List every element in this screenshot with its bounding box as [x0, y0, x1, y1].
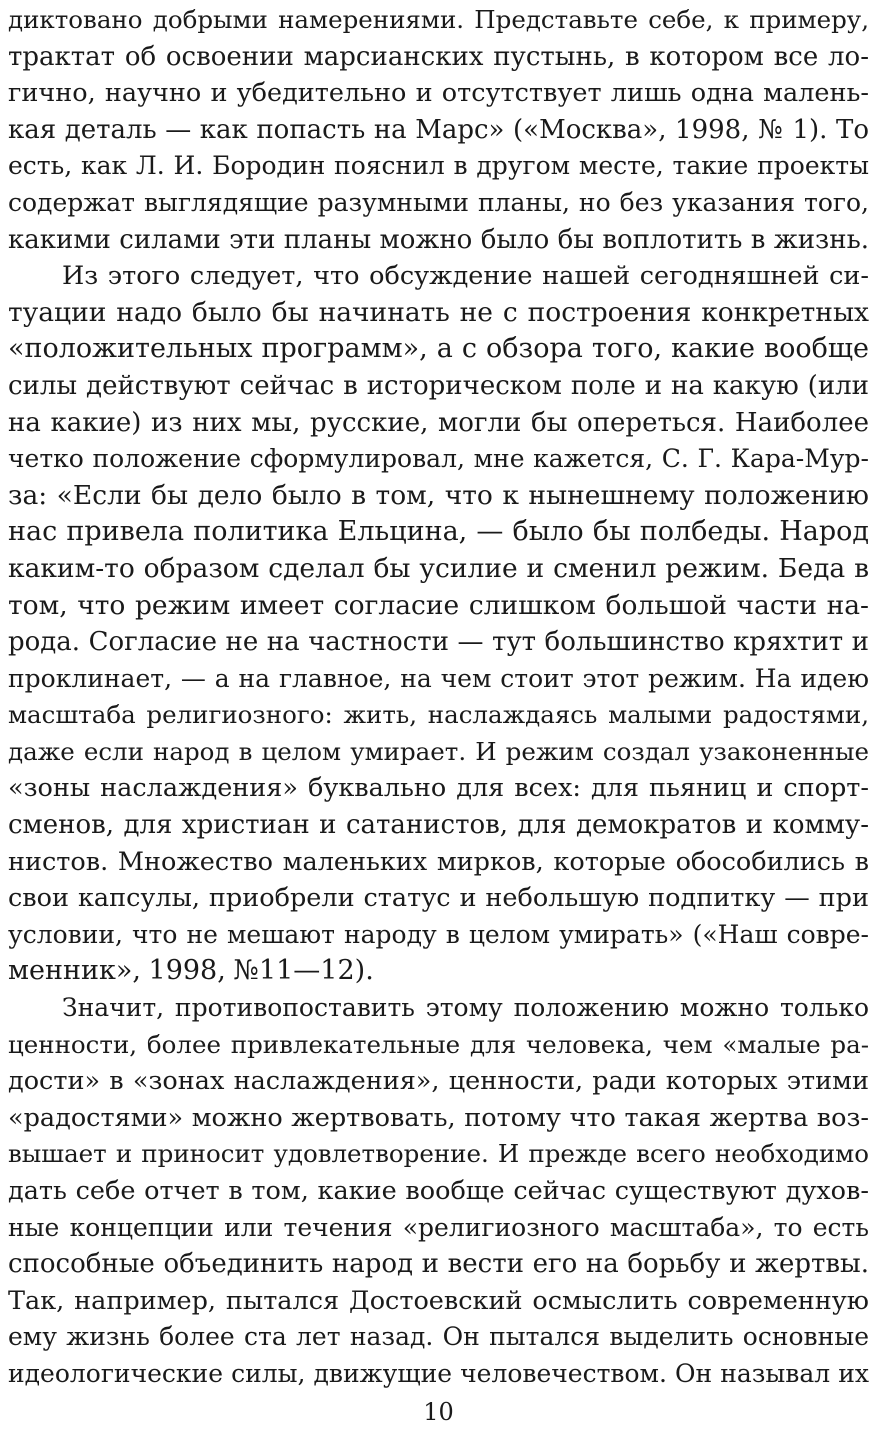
text-line: Так, например, пытался Достоевский осмыслить современную	[8, 1285, 869, 1316]
text-line: «положительных программ», а с обзора того, какие вообще	[8, 333, 869, 365]
text-line: вышает и приносит удовлетворение. И прежде всего необходимо	[8, 1139, 869, 1169]
text-line: рода. Согласие не на частности — тут большинство кряхтит и	[8, 627, 869, 658]
text-line: какими силами эти планы можно было бы воплотить в жизнь.	[8, 224, 869, 255]
text-line: нас привела политика Ельцина, — было бы полбеды. Народ	[8, 516, 869, 548]
text-line: условии, что не мешают народу в целом умирать» («Наш совре-	[8, 919, 869, 949]
text-line: ные концепции или течения «религиозного масштаба», то есть	[8, 1212, 869, 1242]
page-number: 10	[423, 1398, 454, 1426]
text-line: «радостями» можно жертвовать, потому что такая жертва воз-	[8, 1102, 869, 1133]
text-line: проклинает, — а на главное, на чем стоит этот режим. На идею	[8, 663, 869, 693]
text-line: даже если народ в целом умирает. И режим создал узаконенные	[8, 736, 869, 766]
text-line: Из этого следует, что обсуждение нашей сегодняшней си-	[62, 261, 869, 292]
text-line: свои капсулы, приобрели статус и небольшую подпитку — при	[8, 883, 869, 914]
text-line: есть, как Л. И. Бородин пояснил в другом месте, такие проекты	[8, 151, 869, 181]
text-line: на какие) из них мы, русские, могли бы опереться. Наиболее	[8, 407, 869, 438]
text-line: менник», 1998, №11—12).	[8, 955, 374, 987]
text-line: «зоны наслаждения» буквально для всех: для пьяниц и спорт-	[8, 773, 869, 804]
book-page	[8, 0, 869, 1432]
body-text	[8, 0, 869, 1393]
text-line: диктовано добрыми намерениями. Представьте себе, к примеру,	[8, 5, 869, 34]
text-line: ценности, более привлекательные для человека, чем «малые ра-	[8, 1029, 869, 1059]
text-line: дости» в «зонах наслаждения», ценности, ради которых этими	[8, 1066, 869, 1097]
text-line: Значит, противопоставить этому положению можно только	[62, 993, 869, 1023]
text-line: способные объединить народ и вести его на борьбу и жертвы.	[8, 1249, 869, 1280]
text-line: туации надо было бы начинать не с построения конкретных	[8, 296, 869, 328]
text-line: трактат об освоении марсианских пустынь, в котором все ло-	[8, 41, 869, 72]
text-line: дать себе отчет в том, какие вообще сейчас существуют духов-	[8, 1176, 869, 1206]
text-line: том, что режим имеет согласие слишком большой части на-	[8, 589, 869, 621]
text-line: масштаба религиозного: жить, наслаждаясь малыми радостями,	[8, 700, 869, 730]
text-line: сменов, для христиан и сатанистов, для демократов и комму-	[8, 810, 869, 841]
text-line: содержат выглядящие разумными планы, но без указания того,	[8, 187, 869, 217]
text-line: кая деталь — как попасть на Марс» («Москва», 1998, № 1). То	[8, 114, 869, 145]
text-line: за: «Если бы дело было в том, что к нынешнему положению	[8, 479, 869, 511]
text-line: нистов. Множество маленьких мирков, которые обособились в	[8, 846, 869, 877]
text-line: гично, научно и убедительно и отсутствует лишь одна малень-	[8, 78, 869, 109]
text-line: ему жизнь более ста лет назад. Он пытался выделить основные	[8, 1322, 869, 1352]
text-line: каким-то образом сделал бы усилие и сменил режим. Беда в	[8, 552, 869, 584]
text-line: идеологические силы, движущие человечеством. Он называл их	[8, 1358, 869, 1388]
text-line: силы действуют сейчас в историческом поле и на какую (или	[8, 370, 869, 401]
text-line: четко положение сформулировал, мне кажется, С. Г. Кара-Мур-	[8, 444, 869, 474]
